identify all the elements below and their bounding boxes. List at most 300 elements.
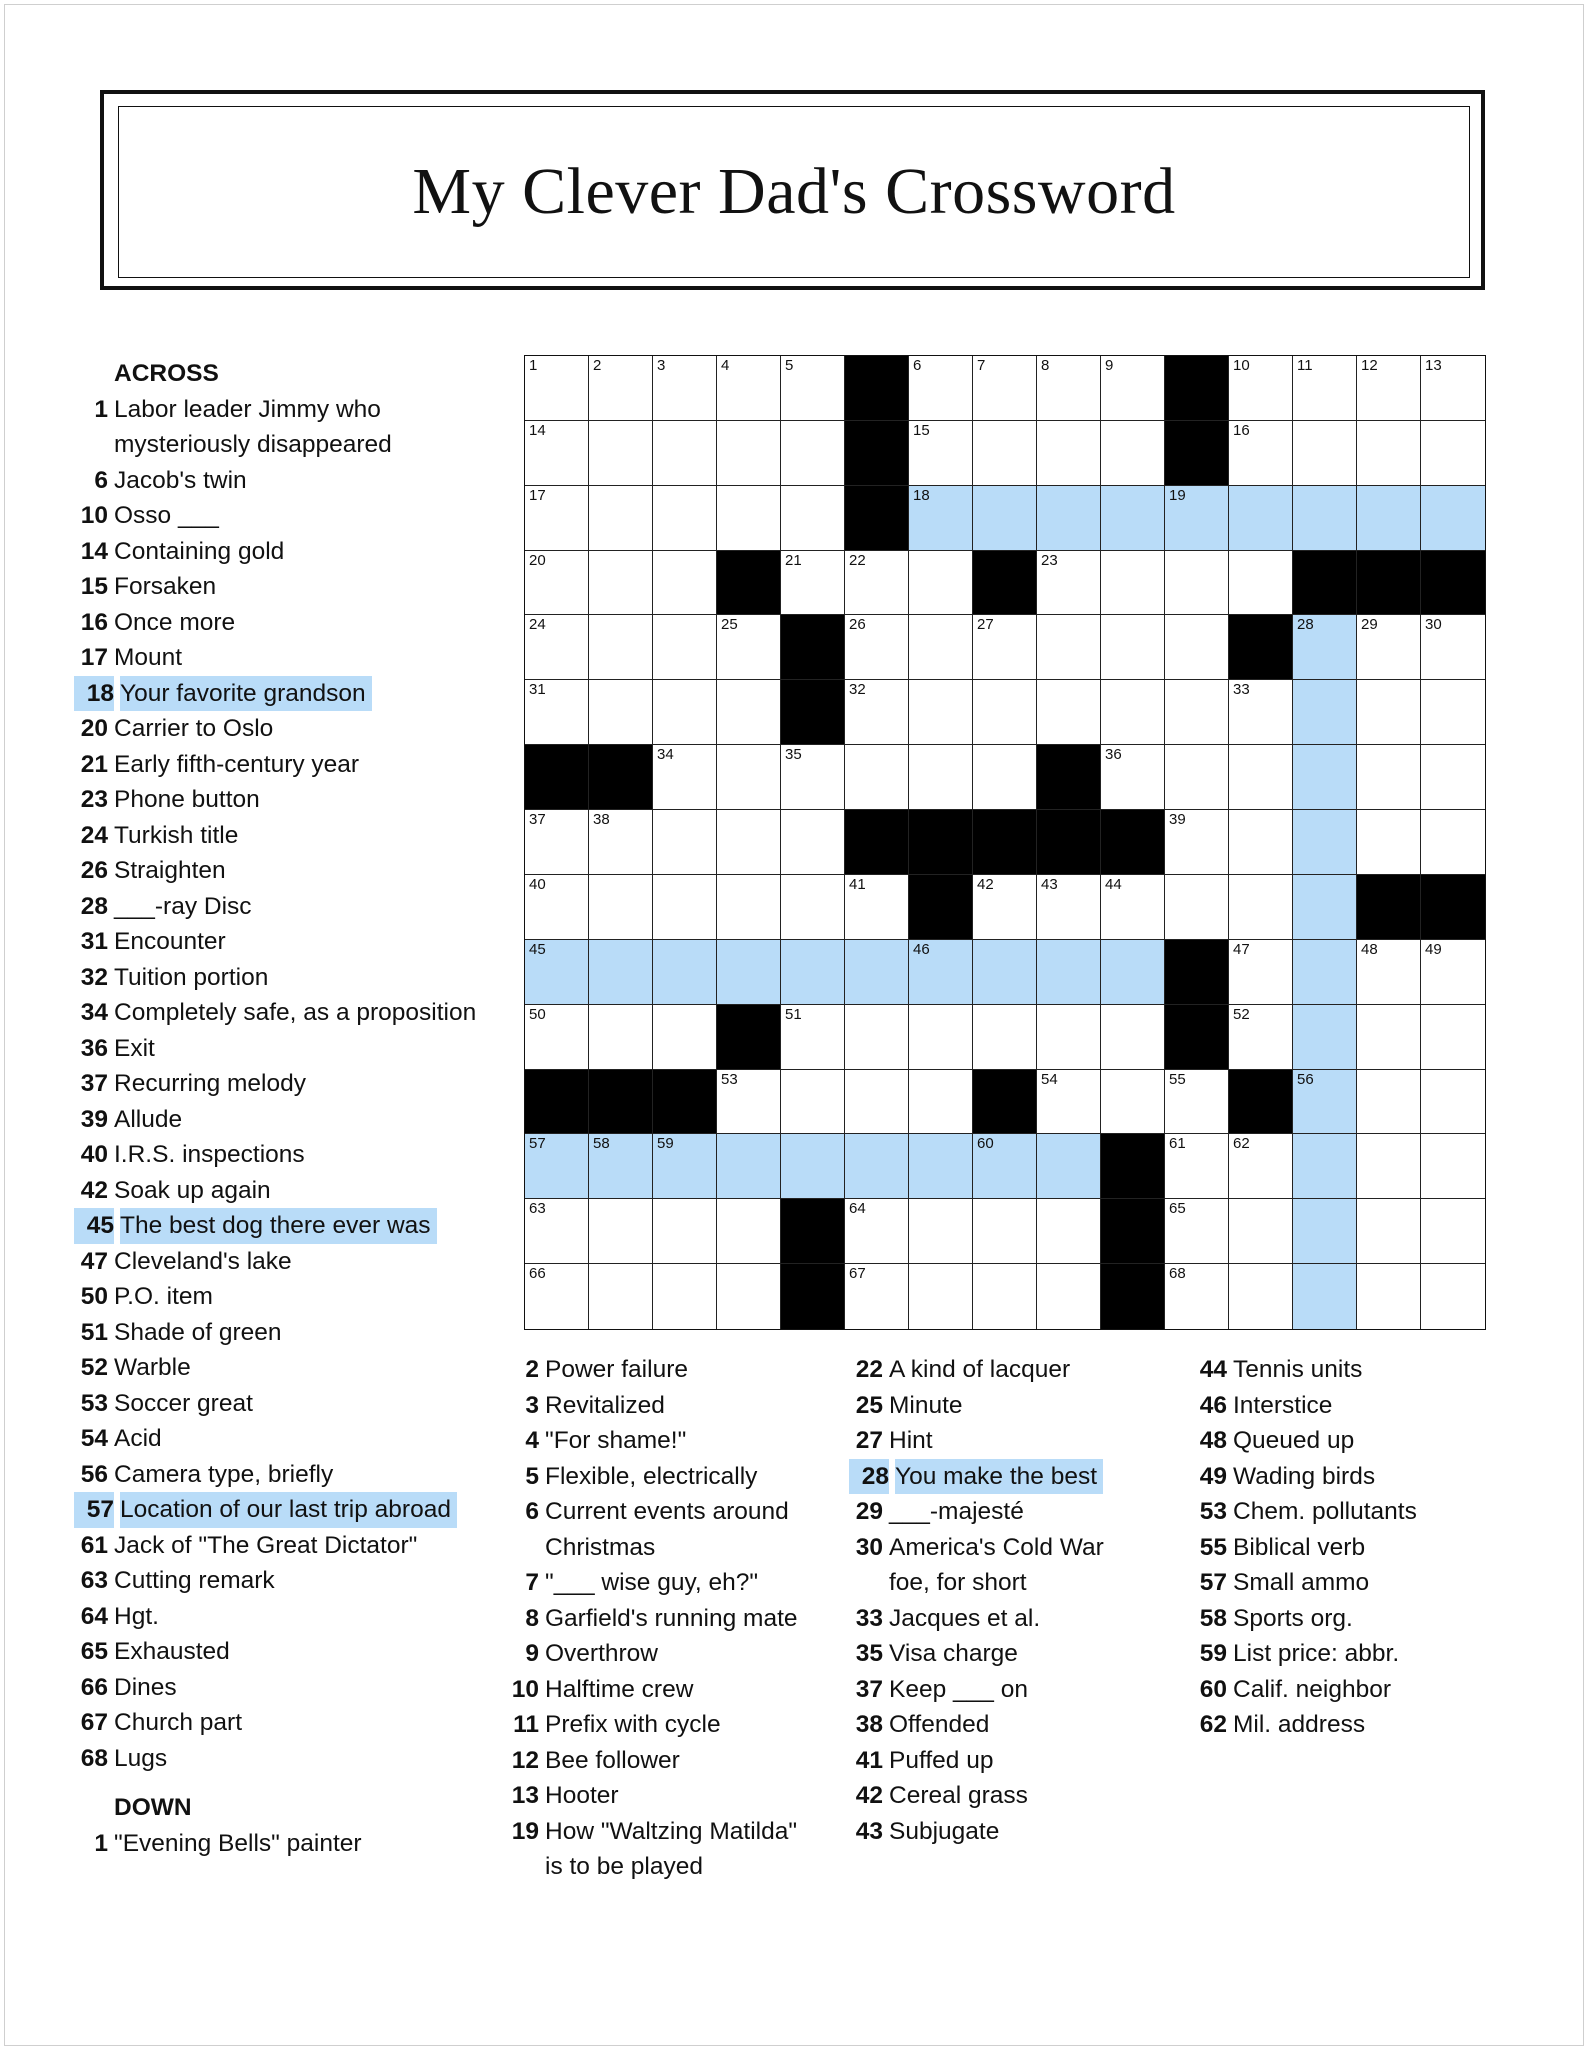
grid-cell[interactable]: [1357, 810, 1421, 875]
clue-item[interactable]: [849, 1778, 1179, 1814]
grid-cell[interactable]: [1037, 615, 1101, 680]
grid-cell[interactable]: [525, 421, 589, 486]
grid-cell[interactable]: [1293, 940, 1357, 1005]
grid-cell[interactable]: [973, 1005, 1037, 1070]
clue-item[interactable]: [505, 1814, 825, 1850]
clue-item[interactable]: [74, 1421, 514, 1457]
grid-cell[interactable]: [1421, 356, 1485, 421]
clue-item[interactable]: [74, 676, 372, 712]
grid-cell[interactable]: [1421, 745, 1485, 810]
clue-item[interactable]: [505, 1636, 825, 1672]
clue-text: The best dog there ever was: [120, 1208, 437, 1244]
grid-cell[interactable]: [1037, 1070, 1101, 1135]
clue-number: [505, 1849, 539, 1885]
grid-cell[interactable]: [1421, 1005, 1485, 1070]
grid-cell[interactable]: [1229, 1264, 1293, 1329]
grid-cell[interactable]: [1357, 745, 1421, 810]
grid-cell[interactable]: [909, 1070, 973, 1135]
grid-cell[interactable]: [1165, 875, 1229, 940]
cell-number: 14: [529, 421, 546, 439]
grid-cell[interactable]: [1293, 1264, 1357, 1329]
grid-cell[interactable]: [1357, 486, 1421, 551]
black-cell: [973, 810, 1037, 875]
grid-cell[interactable]: [525, 680, 589, 745]
grid-cell[interactable]: [1101, 615, 1165, 680]
clue-item[interactable]: [849, 1565, 1179, 1601]
grid-cell[interactable]: [653, 940, 717, 1005]
clue-item[interactable]: [505, 1707, 825, 1743]
grid-cell[interactable]: [845, 745, 909, 810]
clue-text: Once more: [114, 608, 236, 636]
grid-cell[interactable]: [973, 421, 1037, 486]
clue-number: 11: [513, 1711, 539, 1738]
clue-item[interactable]: [74, 995, 514, 1031]
clue-text: Warble: [114, 1354, 191, 1381]
grid-cell[interactable]: [525, 1199, 589, 1264]
clue-item[interactable]: [74, 1492, 457, 1528]
grid-cell[interactable]: [1037, 940, 1101, 1005]
grid-cell[interactable]: [1101, 875, 1165, 940]
grid-cell[interactable]: [1037, 1005, 1101, 1070]
clue-item[interactable]: [505, 1423, 825, 1459]
grid-cell[interactable]: [909, 1199, 973, 1264]
clue-item[interactable]: [1193, 1601, 1483, 1637]
clue-item[interactable]: [505, 1672, 825, 1708]
grid-cell[interactable]: [653, 1199, 717, 1264]
grid-cell[interactable]: [1165, 680, 1229, 745]
clue-item[interactable]: [849, 1814, 1179, 1850]
clue-item[interactable]: [74, 1563, 514, 1599]
grid-cell[interactable]: [1357, 1134, 1421, 1199]
grid-cell[interactable]: [589, 1199, 653, 1264]
grid-cell[interactable]: [973, 486, 1037, 551]
clue-item[interactable]: [74, 1741, 514, 1777]
black-cell: [653, 1070, 717, 1135]
clue-item[interactable]: [74, 924, 514, 960]
grid-cell[interactable]: [909, 1134, 973, 1199]
grid-cell[interactable]: [653, 356, 717, 421]
grid-cell[interactable]: [1421, 1264, 1485, 1329]
clue-item[interactable]: [74, 1031, 514, 1067]
grid-cell[interactable]: [525, 615, 589, 680]
clue-item[interactable]: [505, 1778, 825, 1814]
grid-cell[interactable]: [1229, 810, 1293, 875]
grid-cell[interactable]: [653, 1005, 717, 1070]
cell-number: 61: [1169, 1135, 1186, 1153]
clue-item[interactable]: [74, 1705, 514, 1741]
grid-cell[interactable]: [589, 1264, 653, 1329]
clue-item[interactable]: [74, 534, 514, 570]
grid-cell[interactable]: [1357, 615, 1421, 680]
grid-cell[interactable]: [1101, 680, 1165, 745]
grid-cell[interactable]: [1037, 421, 1101, 486]
clue-text: Shade of green: [114, 1318, 282, 1346]
clue-number: [505, 1530, 539, 1566]
grid-cell[interactable]: [781, 745, 845, 810]
grid-cell[interactable]: [845, 1070, 909, 1135]
grid-cell[interactable]: [1293, 680, 1357, 745]
clue-text: Chem. pollutants: [1233, 1498, 1417, 1525]
clue-item[interactable]: [1193, 1672, 1483, 1708]
grid-cell[interactable]: [1165, 1070, 1229, 1135]
grid-cell[interactable]: [717, 1070, 781, 1135]
grid-cell[interactable]: [1357, 1005, 1421, 1070]
grid-cell[interactable]: [1101, 1005, 1165, 1070]
clue-item[interactable]: [505, 1352, 825, 1388]
clue-item[interactable]: [74, 498, 514, 534]
grid-cell[interactable]: [1165, 1134, 1229, 1199]
clue-number: 61: [80, 1531, 108, 1559]
clue-item[interactable]: [1193, 1565, 1483, 1601]
grid-cell[interactable]: [781, 1134, 845, 1199]
grid-cell[interactable]: [1165, 486, 1229, 551]
clue-item[interactable]: [74, 1457, 514, 1493]
clue-text: Recurring melody: [114, 1070, 306, 1097]
cell-number: 53: [721, 1070, 738, 1088]
grid-cell[interactable]: [909, 486, 973, 551]
grid-cell[interactable]: [1421, 486, 1485, 551]
clue-item[interactable]: [505, 1601, 825, 1637]
grid-cell[interactable]: [1421, 940, 1485, 1005]
grid-cell[interactable]: [909, 615, 973, 680]
clue-item[interactable]: [1193, 1636, 1483, 1672]
grid-cell[interactable]: [589, 810, 653, 875]
grid-cell[interactable]: [1421, 680, 1485, 745]
black-cell: [525, 1070, 589, 1135]
clue-item[interactable]: [74, 1634, 514, 1670]
grid-cell[interactable]: [845, 875, 909, 940]
grid-cell[interactable]: [1229, 745, 1293, 810]
clue-item[interactable]: [74, 1066, 514, 1102]
grid-cell[interactable]: [589, 615, 653, 680]
clue-item[interactable]: [74, 853, 514, 889]
grid-cell[interactable]: [1101, 940, 1165, 1005]
grid-cell[interactable]: [653, 421, 717, 486]
grid-cell[interactable]: [717, 810, 781, 875]
grid-cell[interactable]: [1293, 486, 1357, 551]
clue-item[interactable]: [74, 1208, 437, 1244]
grid-cell[interactable]: [781, 551, 845, 616]
clue-item[interactable]: [74, 640, 514, 676]
clue-item[interactable]: [849, 1707, 1179, 1743]
clue-item[interactable]: [1193, 1352, 1483, 1388]
grid-cell[interactable]: [845, 1264, 909, 1329]
clue-item[interactable]: [74, 569, 514, 605]
grid-cell[interactable]: [845, 940, 909, 1005]
clue-item[interactable]: [1193, 1388, 1483, 1424]
clue-item[interactable]: [74, 747, 514, 783]
grid-cell[interactable]: [717, 940, 781, 1005]
clue-item[interactable]: [74, 818, 514, 854]
clue-item[interactable]: [74, 1315, 514, 1351]
grid-cell[interactable]: [1421, 1199, 1485, 1264]
grid-cell[interactable]: [525, 356, 589, 421]
grid-cell[interactable]: [589, 875, 653, 940]
clue-text: Camera type, briefly: [114, 1460, 334, 1488]
grid-cell[interactable]: [653, 745, 717, 810]
clue-item[interactable]: [849, 1423, 1179, 1459]
clue-number: 27: [855, 1427, 883, 1454]
grid-cell[interactable]: [1293, 745, 1357, 810]
grid-cell[interactable]: [1229, 421, 1293, 486]
grid-cell[interactable]: [525, 551, 589, 616]
clue-item[interactable]: [505, 1494, 825, 1530]
clue-item[interactable]: [849, 1530, 1179, 1566]
grid-cell[interactable]: [1229, 356, 1293, 421]
clue-text: Jacques et al.: [889, 1604, 1041, 1632]
clue-item[interactable]: [1193, 1707, 1483, 1743]
grid-cell[interactable]: [845, 615, 909, 680]
grid-cell[interactable]: [1037, 875, 1101, 940]
clue-item[interactable]: [74, 1599, 514, 1635]
clue-item[interactable]: [849, 1743, 1179, 1779]
grid-cell[interactable]: [653, 680, 717, 745]
clue-item[interactable]: [74, 711, 514, 747]
grid-cell[interactable]: [781, 1005, 845, 1070]
grid-cell[interactable]: [1357, 1264, 1421, 1329]
clue-item[interactable]: [74, 1826, 514, 1862]
clue-item[interactable]: [74, 1102, 514, 1138]
grid-cell[interactable]: [525, 940, 589, 1005]
clue-text: Hooter: [545, 1782, 619, 1809]
grid-cell[interactable]: [1165, 1199, 1229, 1264]
grid-cell[interactable]: [909, 1005, 973, 1070]
clue-text: Location of our last trip abroad: [120, 1492, 457, 1528]
grid-cell[interactable]: [1101, 551, 1165, 616]
grid-cell[interactable]: [973, 1199, 1037, 1264]
clue-item[interactable]: [74, 889, 514, 925]
grid-cell[interactable]: [1229, 551, 1293, 616]
clue-item[interactable]: [505, 1743, 825, 1779]
clue-item[interactable]: [849, 1388, 1179, 1424]
clue-number: 68: [80, 1744, 108, 1772]
grid-cell[interactable]: [909, 745, 973, 810]
grid-cell[interactable]: [973, 680, 1037, 745]
grid-cell[interactable]: [1037, 486, 1101, 551]
grid-cell[interactable]: [1165, 745, 1229, 810]
clue-item[interactable]: [74, 960, 514, 996]
grid-cell[interactable]: [1293, 1005, 1357, 1070]
cell-number: 45: [529, 940, 546, 958]
grid-cell[interactable]: [909, 940, 973, 1005]
clue-item[interactable]: [849, 1601, 1179, 1637]
clue-item[interactable]: [849, 1494, 1179, 1530]
grid-cell[interactable]: [1421, 810, 1485, 875]
grid-cell[interactable]: [1357, 940, 1421, 1005]
grid-cell[interactable]: [1229, 1005, 1293, 1070]
grid-cell[interactable]: [589, 356, 653, 421]
clue-item[interactable]: [505, 1388, 825, 1424]
clue-number: [74, 427, 108, 463]
grid-cell[interactable]: [973, 940, 1037, 1005]
grid-cell[interactable]: [717, 421, 781, 486]
grid-cell[interactable]: [1037, 1264, 1101, 1329]
clue-item[interactable]: [849, 1352, 1179, 1388]
grid-cell[interactable]: [973, 745, 1037, 810]
grid-cell[interactable]: [845, 1199, 909, 1264]
grid-cell[interactable]: [845, 551, 909, 616]
grid-cell[interactable]: [717, 1199, 781, 1264]
clue-number: 1: [94, 1829, 108, 1857]
grid-cell[interactable]: [781, 486, 845, 551]
clue-item[interactable]: [74, 1279, 514, 1315]
grid-cell[interactable]: [781, 875, 845, 940]
clue-item[interactable]: [74, 1244, 514, 1280]
grid-cell[interactable]: [717, 1264, 781, 1329]
clue-item[interactable]: [74, 782, 514, 818]
grid-cell[interactable]: [973, 615, 1037, 680]
grid-cell[interactable]: [1357, 1070, 1421, 1135]
grid-cell[interactable]: [1293, 875, 1357, 940]
clue-item[interactable]: [849, 1636, 1179, 1672]
grid-cell[interactable]: [1357, 1199, 1421, 1264]
grid-cell[interactable]: [653, 551, 717, 616]
grid-cell[interactable]: [1101, 356, 1165, 421]
grid-cell[interactable]: [653, 875, 717, 940]
grid-cell[interactable]: [717, 1134, 781, 1199]
grid-cell[interactable]: [1229, 1134, 1293, 1199]
grid-cell[interactable]: [1037, 1199, 1101, 1264]
grid-cell[interactable]: [1421, 1070, 1485, 1135]
grid-cell[interactable]: [1293, 1134, 1357, 1199]
grid-cell[interactable]: [653, 810, 717, 875]
grid-cell[interactable]: [1421, 421, 1485, 486]
grid-cell[interactable]: [1357, 680, 1421, 745]
grid-cell[interactable]: [1357, 421, 1421, 486]
grid-cell[interactable]: [973, 1264, 1037, 1329]
grid-cell[interactable]: [1101, 421, 1165, 486]
grid-cell[interactable]: [1037, 551, 1101, 616]
grid-cell[interactable]: [781, 421, 845, 486]
grid-cell[interactable]: [525, 486, 589, 551]
grid-cell[interactable]: [525, 1264, 589, 1329]
grid-cell[interactable]: [653, 615, 717, 680]
grid-cell[interactable]: [1293, 810, 1357, 875]
grid-cell[interactable]: [1037, 1134, 1101, 1199]
grid-cell[interactable]: [653, 1264, 717, 1329]
grid-cell[interactable]: [525, 810, 589, 875]
grid-cell[interactable]: [1357, 356, 1421, 421]
grid-cell[interactable]: [781, 940, 845, 1005]
grid-cell[interactable]: [1101, 1070, 1165, 1135]
grid-cell[interactable]: [1165, 810, 1229, 875]
clue-item[interactable]: [505, 1849, 825, 1885]
grid-cell[interactable]: [1229, 680, 1293, 745]
clue-item[interactable]: [74, 427, 514, 463]
grid-cell[interactable]: [781, 810, 845, 875]
grid-cell[interactable]: [525, 875, 589, 940]
grid-cell[interactable]: [1421, 615, 1485, 680]
grid-cell[interactable]: [1037, 680, 1101, 745]
clue-item[interactable]: [74, 1528, 514, 1564]
clue-item[interactable]: [505, 1459, 825, 1495]
grid-cell[interactable]: [653, 486, 717, 551]
grid-cell[interactable]: [589, 940, 653, 1005]
grid-cell[interactable]: [845, 680, 909, 745]
grid-cell[interactable]: [909, 1264, 973, 1329]
grid-cell[interactable]: [1101, 486, 1165, 551]
clue-item[interactable]: [74, 1137, 514, 1173]
grid-cell[interactable]: [781, 1070, 845, 1135]
grid-cell[interactable]: [589, 1134, 653, 1199]
grid-cell[interactable]: [717, 875, 781, 940]
grid-cell[interactable]: [717, 615, 781, 680]
grid-cell[interactable]: [525, 1134, 589, 1199]
grid-cell[interactable]: [525, 1005, 589, 1070]
clue-text: Carrier to Oslo: [114, 715, 274, 742]
clue-number: 50: [80, 1283, 108, 1310]
grid-cell[interactable]: [717, 680, 781, 745]
grid-cell[interactable]: [717, 745, 781, 810]
clue-item[interactable]: [74, 1670, 514, 1706]
clue-item[interactable]: [74, 605, 514, 641]
grid-cell[interactable]: [1421, 1134, 1485, 1199]
clue-item[interactable]: [74, 392, 514, 428]
clue-item[interactable]: [1193, 1530, 1483, 1566]
grid-cell[interactable]: [717, 356, 781, 421]
clue-item[interactable]: [74, 1350, 514, 1386]
clue-item[interactable]: [1193, 1459, 1483, 1495]
grid-cell[interactable]: [845, 1005, 909, 1070]
clue-item[interactable]: [849, 1459, 1103, 1495]
grid-cell[interactable]: [1165, 1264, 1229, 1329]
grid-cell[interactable]: [781, 356, 845, 421]
grid-cell[interactable]: [909, 551, 973, 616]
grid-cell[interactable]: [973, 1134, 1037, 1199]
clue-item[interactable]: [1193, 1494, 1483, 1530]
clue-text: Your favorite grandson: [120, 676, 372, 712]
grid-cell[interactable]: [717, 486, 781, 551]
clue-item[interactable]: [74, 1386, 514, 1422]
clue-item[interactable]: [505, 1530, 825, 1566]
grid-cell[interactable]: [909, 356, 973, 421]
clue-item[interactable]: [505, 1565, 825, 1601]
grid-cell[interactable]: [1165, 551, 1229, 616]
grid-cell[interactable]: [1293, 1199, 1357, 1264]
grid-cell[interactable]: [589, 486, 653, 551]
grid-cell[interactable]: [589, 551, 653, 616]
grid-cell[interactable]: [1037, 356, 1101, 421]
clue-text: Halftime crew: [545, 1675, 694, 1703]
grid-cell[interactable]: [1101, 745, 1165, 810]
grid-cell[interactable]: [1229, 940, 1293, 1005]
clue-number: 64: [80, 1602, 108, 1630]
clue-item[interactable]: [74, 463, 514, 499]
grid-cell[interactable]: [1165, 615, 1229, 680]
grid-cell[interactable]: [653, 1134, 717, 1199]
grid-cell[interactable]: [589, 680, 653, 745]
grid-cell[interactable]: [845, 1134, 909, 1199]
clue-item[interactable]: [74, 1173, 514, 1209]
grid-cell[interactable]: [1293, 615, 1357, 680]
grid-cell[interactable]: [909, 421, 973, 486]
grid-cell[interactable]: [1229, 875, 1293, 940]
clue-text: Mil. address: [1233, 1711, 1366, 1738]
grid-cell[interactable]: [973, 875, 1037, 940]
grid-cell[interactable]: [909, 680, 973, 745]
grid-cell[interactable]: [1293, 1070, 1357, 1135]
grid-cell[interactable]: [1229, 486, 1293, 551]
grid-cell[interactable]: [1293, 356, 1357, 421]
grid-cell[interactable]: [589, 1005, 653, 1070]
grid-cell[interactable]: [973, 356, 1037, 421]
clue-item[interactable]: [849, 1672, 1179, 1708]
clue-item[interactable]: [1193, 1423, 1483, 1459]
cell-number: 2: [593, 357, 602, 374]
grid-cell[interactable]: [1229, 1199, 1293, 1264]
grid-cell[interactable]: [1293, 421, 1357, 486]
grid-cell[interactable]: [589, 421, 653, 486]
